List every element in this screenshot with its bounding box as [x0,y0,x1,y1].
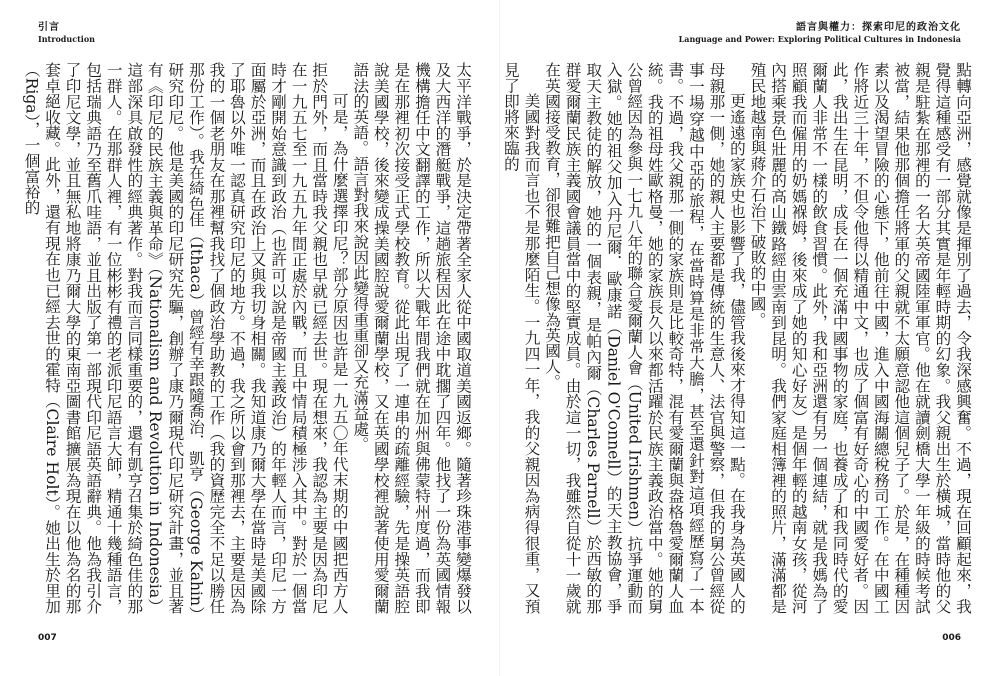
paragraph: 點轉向亞洲，感覺就像是揮別了過去，令我深感興奮。不過，現在回顧起來，我覺得這種感受有一部分其實是年輕時期的幻象。我父親出生於橫城，當時他的父親是駐紮在那裡的一名大英帝國陸軍軍官。他在就讀劍橋大學一年級的時候考試被當，結果他那個擔任將軍的父親就不太願意認他這個兒子了。於是，在種種因素以及渴望冒險的心態下，他前往中國，進入中國海關總稅務司工作。在中國工作將近三十年，不但令他得以精通中文，也成了個富有好奇心的中國愛好者。因此，我出生在昆明，成長在一個充滿中國事物的家庭，也養成了和我同時代的愛爾蘭人非常不一樣的飲食習慣。此外，我和亞洲還有另一個連結，就是我媽為了照顧我而僱用的奶媽褓姆，後來成了她的知心好友）是個年輕的越南女孩，從河內搭乘景色壯麗的高山鐵路經由雲南到昆明。我們家庭相簿裡的照片，滿滿都是殖民地越南與蔣介石治下破敗的中國。 [748,62,972,614]
running-header-english: Language and Power: Exploring Political Cultures in Indonesia [678,34,961,44]
page-number: 006 [942,633,961,643]
paragraph: 更遙遠的家族史也影響了我，儘管我後來才得知這一點。在我身為英國人的母親那一側，她的親人主要都是傳統的生意人、法官與警察，但我的舅公曾經從事一場穿越中亞的旅程，在當時算是非常大膽，甚至還針對這項經歷寫了一本書。不過，我父親那一側的家族則是比較奇特，混有愛爾蘭與盎格魯愛爾蘭人血統。我的祖母姓歐格曼，她的家族長久以來都活躍於民族主義政治當中。她的舅公曾經因為參與一七九八年的聯合愛爾蘭人會（United Irishmen）抗爭運動而入獄。她的祖父加入丹尼爾．歐康諾（Daniel O'Connell）的天主教協會，爭取天主教徒的解放，她的一個表親，是帕內爾（Charles Parnell）於西敏的那群愛爾蘭民族主義國會議員當中的堅實成員。由於這一切，我雖然自從十一歲就在英國接受教育，卻很難把自己想像為英國人。 [543,62,746,614]
running-header-chinese: 語言與權力：探索印尼的政治文化 [796,22,961,33]
page-number: 007 [38,633,57,643]
paragraph: 美國對我而言也不是那麼陌生。一九四一年，我的父親因為病得很重，又預見了即將來臨的 [501,62,541,614]
running-header-chinese: 引言 [38,22,60,33]
left-page [0,0,499,676]
body-text [22,62,473,614]
body-text [501,62,973,614]
gutter [499,0,500,676]
paragraph: 可是，為什麼選擇印尼？部分原因也許是一九五〇年代末期的中國把西方人拒於門外，而且當時我父親也早就已經去世。現在想來，我認為主要是因為印尼在一九五七至一九五九年間正處於內戰，而且中情局積極涉入其中。對於一個當時才剛開始意識到政治（也許可以說是帝國主義政治）的年輕人而言，印尼一方面屬於亞洲，而且在政治上又與我切身相關。我知道康乃爾大學在當時是美國除了耶魯以外唯一認真研究印尼的地方。不過，我之所以會到那裡去，主要是因為我的一個老朋友在那裡幫我找了個政治學助教的工作（我的資歷完全不足以勝任那份工作）。我在綺色佳（Ithaca）曾經有幸跟隨喬治．凱亨（George Kahin）研究印尼。他是美國的印尼研究先驅，創辦了康乃爾現代印尼研究計畫，並且著有《印尼的民族主義與革命》（Nationalism and Revolution in Indonesia）這部深具啟發性的經典著作。對我而言同樣重要的，還有凱亨召集於綺色佳的那一群人。在那群人裡，有一位彬彬有禮的老派印尼語言大師，精通十幾種語言，包括瑞典語乃至舊爪哇語，並且出版了第一部現代印尼語英語辭典。他為我引介了印尼文學，並且無私地將康乃爾大學的東南亞圖書館擴展為現在以他為名的那套卓絕收藏。此外，還有現在也已經去世的霍特（Claire Holt）。她出生於里加（Riga），一個富裕的 [22,62,349,614]
right-page [500,0,999,676]
running-header-english: Introduction [38,34,95,44]
paragraph: 太平洋戰爭，於是決定帶著全家人從中國取道美國返鄉。隨著珍珠港事變爆發以及大西洋的潛艇戰爭，這趟旅程因此在途中耽擱了四年。他找了一份為英國情報機構擔任中文翻譯的工作，所以大戰年間我們就在加州與佛蒙特州度過，而我即是在那裡初次接受正式學校教育。從此出現了一連串的疏離經驗，先是操英語腔說美國學校，後來變成操美國腔說愛爾蘭學校，又在英國學校裡說著使用愛爾蘭語法的英語。語言對我來說因此變得重重卻又充滿益處。 [351,62,472,614]
